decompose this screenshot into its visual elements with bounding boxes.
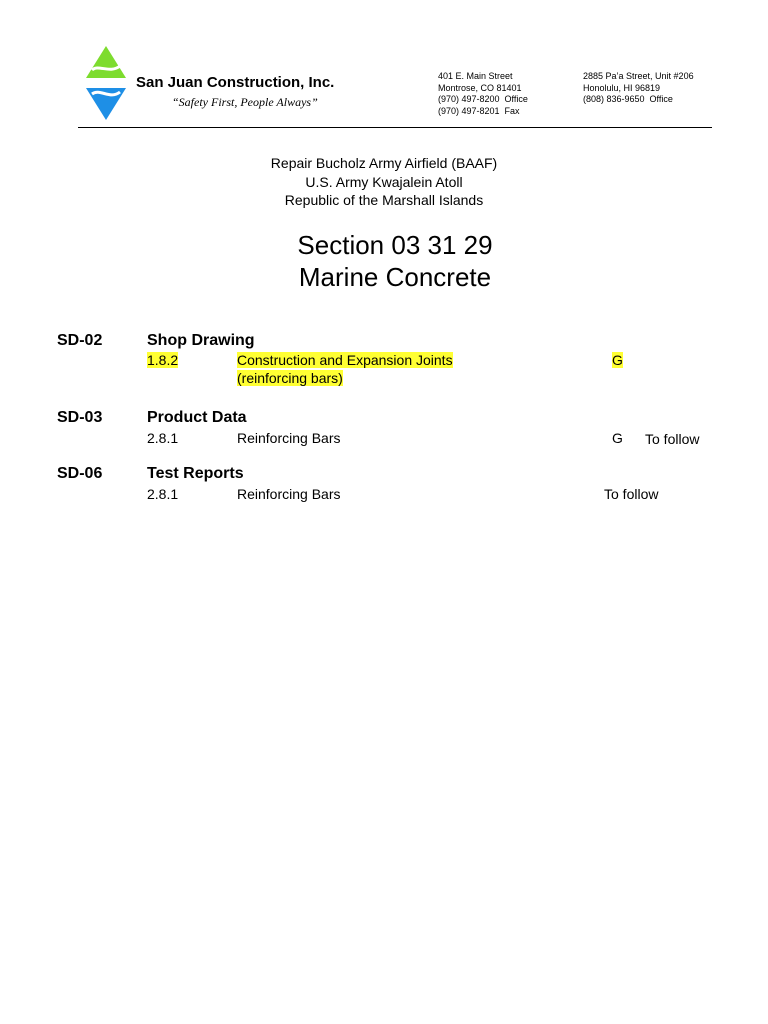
address-line: Honolulu, HI 96819 — [583, 82, 661, 93]
project-line: U.S. Army Kwajalein Atoll — [305, 173, 463, 190]
paragraph-number-text: 1.8.2 — [147, 352, 179, 368]
address-honolulu — [583, 71, 694, 106]
classification-code — [612, 351, 623, 369]
section-number: Section 03 31 29 — [297, 230, 493, 260]
item-description: Reinforcing Bars — [237, 430, 341, 446]
header-divider — [78, 127, 712, 128]
address-line: Montrose, CO 81401 — [438, 82, 522, 93]
address-montrose — [438, 71, 528, 117]
item-description: Reinforcing Bars — [237, 486, 341, 502]
description-line: Construction and Expansion Joints — [237, 352, 453, 368]
submittal-code: SD-02 — [57, 332, 103, 349]
project-line: Republic of the Marshall Islands — [284, 192, 484, 208]
project-line: Repair Bucholz Army Airfield (BAAF) — [270, 155, 498, 171]
section-title — [0, 229, 768, 293]
item-description — [237, 351, 453, 387]
project-info — [0, 154, 768, 210]
san-juan-diamond-logo-icon — [82, 44, 130, 122]
submittal-heading: Product Data — [147, 409, 247, 426]
company-tagline: “Safety First, People Always” — [172, 95, 318, 109]
paragraph-number: 2.8.1 — [147, 430, 179, 446]
address-line: (970) 497-8201 Fax — [438, 105, 520, 116]
submittal-heading: Test Reports — [147, 465, 244, 482]
submittal-heading: Shop Drawing — [147, 332, 255, 349]
classification-text: G — [612, 352, 623, 368]
company-name: San Juan Construction, Inc. — [136, 74, 335, 91]
address-line: 401 E. Main Street — [438, 71, 513, 81]
paragraph-number — [147, 351, 178, 369]
address-line: (970) 497-8200 Office — [438, 94, 528, 104]
description-line: (reinforcing bars) — [237, 370, 343, 386]
submittal-code: SD-06 — [57, 465, 103, 482]
section-name: Marine Concrete — [298, 262, 492, 292]
address-line: (808) 836-9650 Office — [583, 94, 673, 104]
status-note: To follow — [604, 486, 659, 502]
status-note: To follow — [645, 431, 700, 447]
paragraph-number: 2.8.1 — [147, 486, 179, 502]
address-line: 2885 Pa’a Street, Unit #206 — [583, 71, 694, 81]
classification-code: G — [612, 430, 623, 446]
submittal-code: SD-03 — [57, 409, 103, 426]
